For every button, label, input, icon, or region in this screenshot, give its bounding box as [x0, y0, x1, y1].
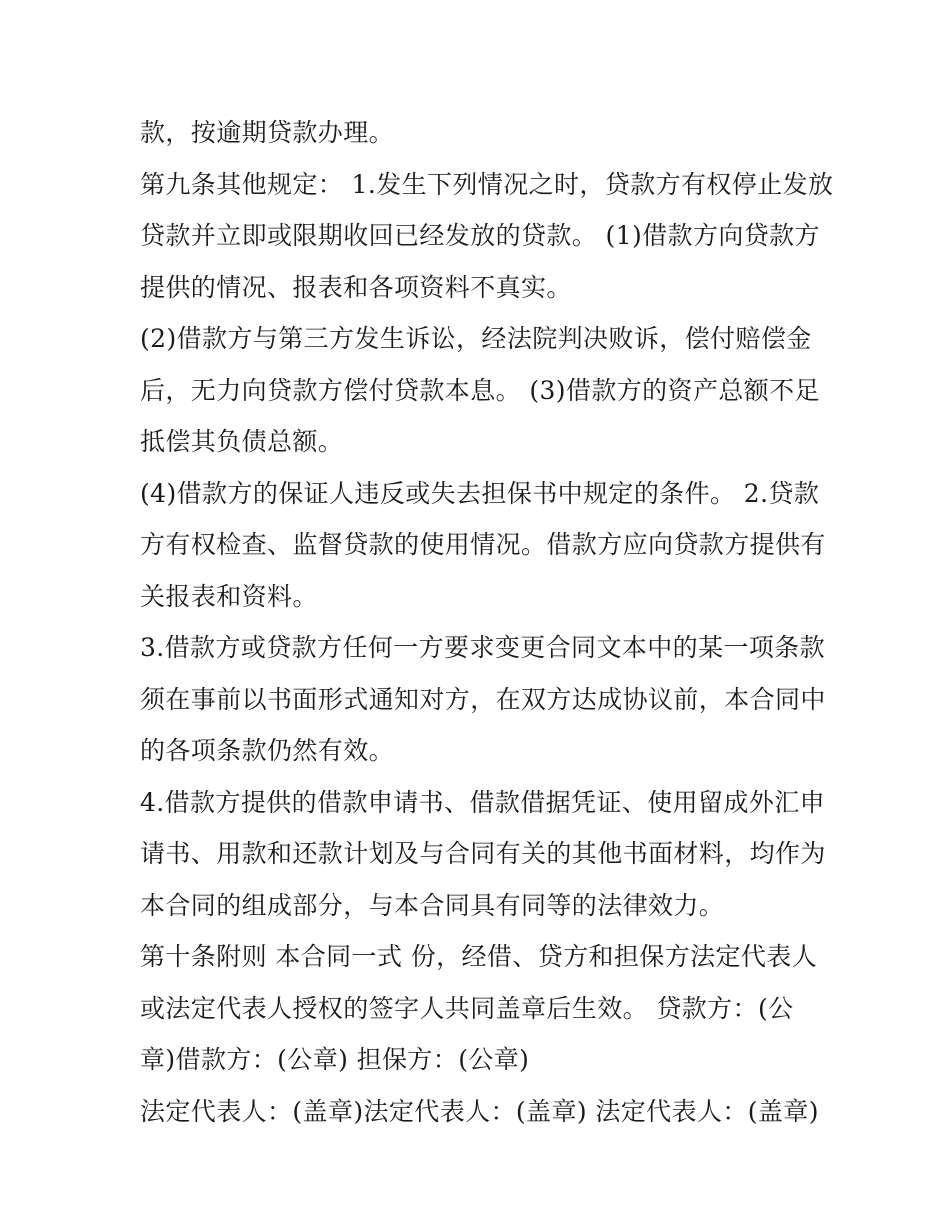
text-line: 关报表和资料。: [140, 581, 318, 611]
text-line: 3.借款方或贷款方任何一方要求变更合同文本中的某一项条款: [140, 633, 826, 662]
text-line: 第十条附则 本合同一式 份，经借、贷方和担保方法定代表人: [140, 942, 818, 971]
text-line: 须在事前以书面形式通知对方，在双方达成协议前，本合同中: [140, 684, 826, 714]
text-line: 款，按逾期贷款办理。: [140, 118, 395, 147]
text-line: 4.借款方提供的借款申请书、借款借据凭证、使用留成外汇申: [140, 787, 826, 817]
text-line: 的各项条款仍然有效。: [140, 736, 395, 765]
text-line: 法定代表人：(盖章)法定代表人：(盖章) 法定代表人：(盖章): [140, 1096, 819, 1126]
text-line: 章)借款方：(公章) 担保方：(公章): [140, 1045, 530, 1074]
text-line: (4)借款方的保证人违反或失去担保书中规定的条件。 2.贷款: [140, 478, 820, 508]
text-line: 本合同的组成部分，与本合同具有同等的法律效力。: [140, 890, 725, 920]
text-line: 请书、用款和还款计划及与合同有关的其他书面材料，均作为: [140, 839, 826, 868]
document-body: [140, 107, 834, 1137]
text-line: 第九条其他规定： 1.发生下列情况之时，贷款方有权停止发放: [140, 169, 834, 199]
text-line: 方有权检查、监督贷款的使用情况。借款方应向贷款方提供有: [140, 530, 826, 559]
text-line: 或法定代表人授权的签字人共同盖章后生效。 贷款方：(公: [140, 993, 794, 1023]
text-line: 后，无力向贷款方偿付贷款本息。 (3)借款方的资产总额不足: [140, 375, 820, 405]
text-line: 抵偿其负债总额。: [140, 427, 344, 456]
text-line: (2)借款方与第三方发生诉讼，经法院判决败诉，偿付赔偿金: [140, 324, 812, 353]
text-line: 提供的情况、报表和各项资料不真实。: [140, 272, 572, 302]
text-line: 贷款并立即或限期收回已经发放的贷款。 (1)借款方向贷款方: [140, 221, 820, 250]
